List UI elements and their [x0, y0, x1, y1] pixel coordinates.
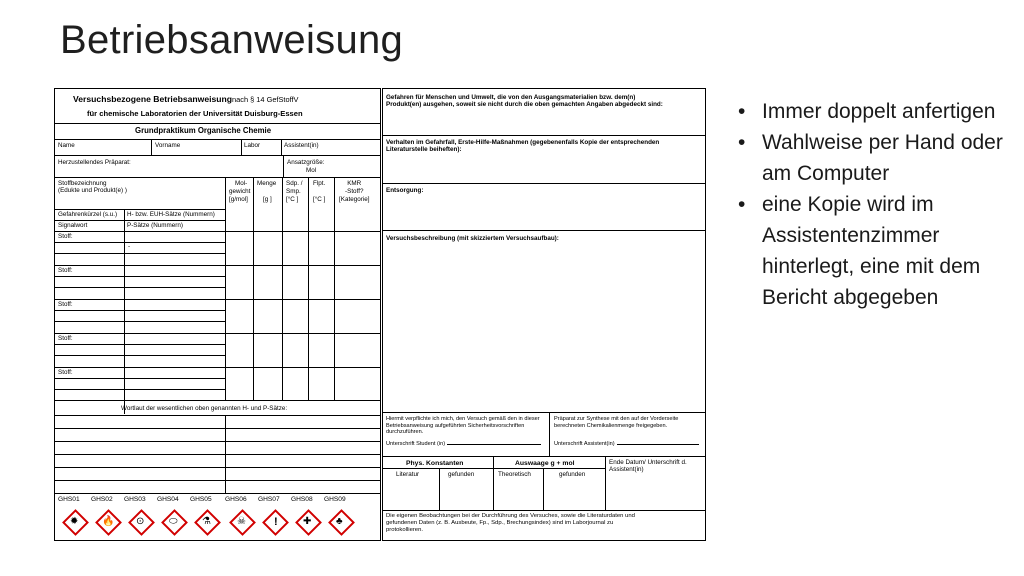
label-p-saetze: P-Sätze (Nummern): [127, 222, 183, 229]
ghs-code-6: GHS06: [225, 496, 247, 503]
label-name: Name: [58, 142, 75, 149]
label-flpt: Flpt. [°C ]: [313, 180, 326, 203]
label-signalwort: Signalwort: [58, 222, 88, 229]
ghs-code-7: GHS07: [258, 496, 280, 503]
form-page-back: [382, 88, 706, 541]
ghs-symbol-3: ⊙: [136, 516, 145, 527]
label-literatur: Literatur: [396, 471, 420, 478]
label-vorname: Vorname: [155, 142, 181, 149]
label-gefahrenkuerzel: Gefahrenkürzel (s.u.): [58, 211, 118, 218]
ghs-symbol-5: ⚗: [202, 516, 211, 527]
label-sdp: Sdp. / Smp. [°C ]: [286, 180, 303, 203]
label-wortlaut: Wortlaut der wesentlichen oben genannten H- und P-Sätze:: [121, 405, 288, 412]
ghs-symbol-4: ⬭: [169, 516, 178, 527]
bullet-item: • Immer doppelt anfertigen: [736, 96, 1006, 127]
label-kmr: KMR -Stoff? [Kategorie]: [339, 180, 370, 203]
bullet-item: • Wahlweise per Hand oder am Computer: [736, 127, 1006, 189]
label-menge: Menge [g ]: [257, 180, 277, 203]
form-subtitle: für chemische Laboratorien der Universität Duisburg-Essen: [87, 109, 303, 118]
ghs-code-2: GHS02: [91, 496, 113, 503]
label-stoff-1: Stoff:: [58, 233, 73, 240]
course-name: Grundpraktikum Organische Chemie: [135, 126, 272, 135]
ghs-symbol-1: ✹: [70, 516, 79, 527]
form-page-front: [54, 88, 381, 541]
label-stoff-4: Stoff:: [58, 335, 73, 342]
ghs-code-4: GHS04: [157, 496, 179, 503]
label-labor: Labor: [244, 142, 261, 149]
label-ende-datum: Ende Datum/ Unterschrift d. Assistent(in): [609, 459, 687, 474]
label-mol: Mol: [306, 167, 317, 174]
label-stoff-2: Stoff:: [58, 267, 73, 274]
ghs-code-9: GHS09: [324, 496, 346, 503]
bullet-list: [736, 96, 1006, 313]
bullet-dot-icon: •: [738, 193, 746, 216]
label-gefunden-2: gefunden: [559, 471, 586, 478]
ghs-code-3: GHS03: [124, 496, 146, 503]
ghs-code-1: GHS01: [58, 496, 80, 503]
ghs-code-5: GHS05: [190, 496, 212, 503]
ghs-code-8: GHS08: [291, 496, 313, 503]
label-versuchsbeschreibung: Versuchsbeschreibung (mit skizziertem Versuchsaufbau):: [386, 235, 559, 242]
ghs-symbol-6: ☠: [237, 516, 246, 527]
ghs-symbol-9: ♣: [336, 516, 343, 527]
label-ansatzgroesse: Ansatzgröße:: [287, 159, 325, 166]
dash-mark: -: [128, 243, 131, 250]
label-entsorgung: Entsorgung:: [386, 187, 424, 194]
label-phys-konstanten: Phys. Konstanten: [406, 460, 464, 467]
label-unterschrift-student: Unterschrift Student (in): [386, 441, 541, 448]
text-praeparat-freigabe: Präparat zur Synthese mit den auf der Vorderseite berechneten Chemikalienmenge freigegeben.: [554, 416, 679, 429]
slide-title: Betriebsanweisung: [60, 18, 404, 62]
bullet-item: • eine Kopie wird im Assistentenzimmer hinterlegt, eine mit dem Bericht abgegeben: [736, 189, 1006, 313]
bullet-dot-icon: •: [738, 100, 746, 123]
label-unterschrift-assistent: Unterschrift Assistent(in): [554, 441, 699, 448]
label-verhalten: Verhalten im Gefahrfall, Erste-Hilfe-Maßnahmen (gegebenenfalls Kopie der entsprechenden Literaturstelle beiheften):: [386, 139, 660, 154]
label-stoff-3: Stoff:: [58, 301, 73, 308]
label-theoretisch: Theoretisch: [498, 471, 531, 478]
form-title: Versuchsbezogene Betriebsanweisungnach § 14 GefStoffV: [73, 94, 299, 104]
label-auswaage: Auswaage g + mol: [515, 460, 575, 467]
ghs-symbol-2: 🔥: [102, 516, 115, 527]
label-molgewicht: Mol- gewicht [g/mol]: [229, 180, 251, 203]
text-beobachtungen: Die eigenen Beobachtungen bei der Durchführung des Versuches, sowie die Literaturdaten und gefundenen Daten (z. B. Ausbeute, Fp., Sdp., Brechungsindex) sind im Laborjournal zu protokollieren.: [386, 513, 635, 534]
label-stoff-5: Stoff:: [58, 369, 73, 376]
label-stoffbezeichnung: Stoffbezeichnung (Edukte und Produkt(e) ): [58, 180, 127, 194]
label-h-saetze: H- bzw. EUH-Sätze (Nummern): [127, 211, 215, 218]
label-gefahren: Gefahren für Menschen und Umwelt, die von den Ausgangsmaterialien bzw. dem(n) Produkt(en) ausgehen, soweit sie nicht durch die oben gemachten Angaben abgedeckt sind:: [386, 94, 663, 109]
label-praeparat: Herzustellendes Präparat:: [58, 159, 131, 166]
label-gefunden-1: gefunden: [448, 471, 475, 478]
label-assistent: Assistent(in): [284, 142, 319, 149]
text-verpflichtung: Hiermit verpflichte ich mich, den Versuch gemäß den in dieser Betriebsanweisung aufgeführten Sicherheitsvorschriften durchzuführen.: [386, 416, 540, 436]
bullet-dot-icon: •: [738, 131, 746, 154]
ghs-symbol-8: ✚: [303, 516, 312, 527]
ghs-symbol-7: !: [274, 516, 278, 528]
